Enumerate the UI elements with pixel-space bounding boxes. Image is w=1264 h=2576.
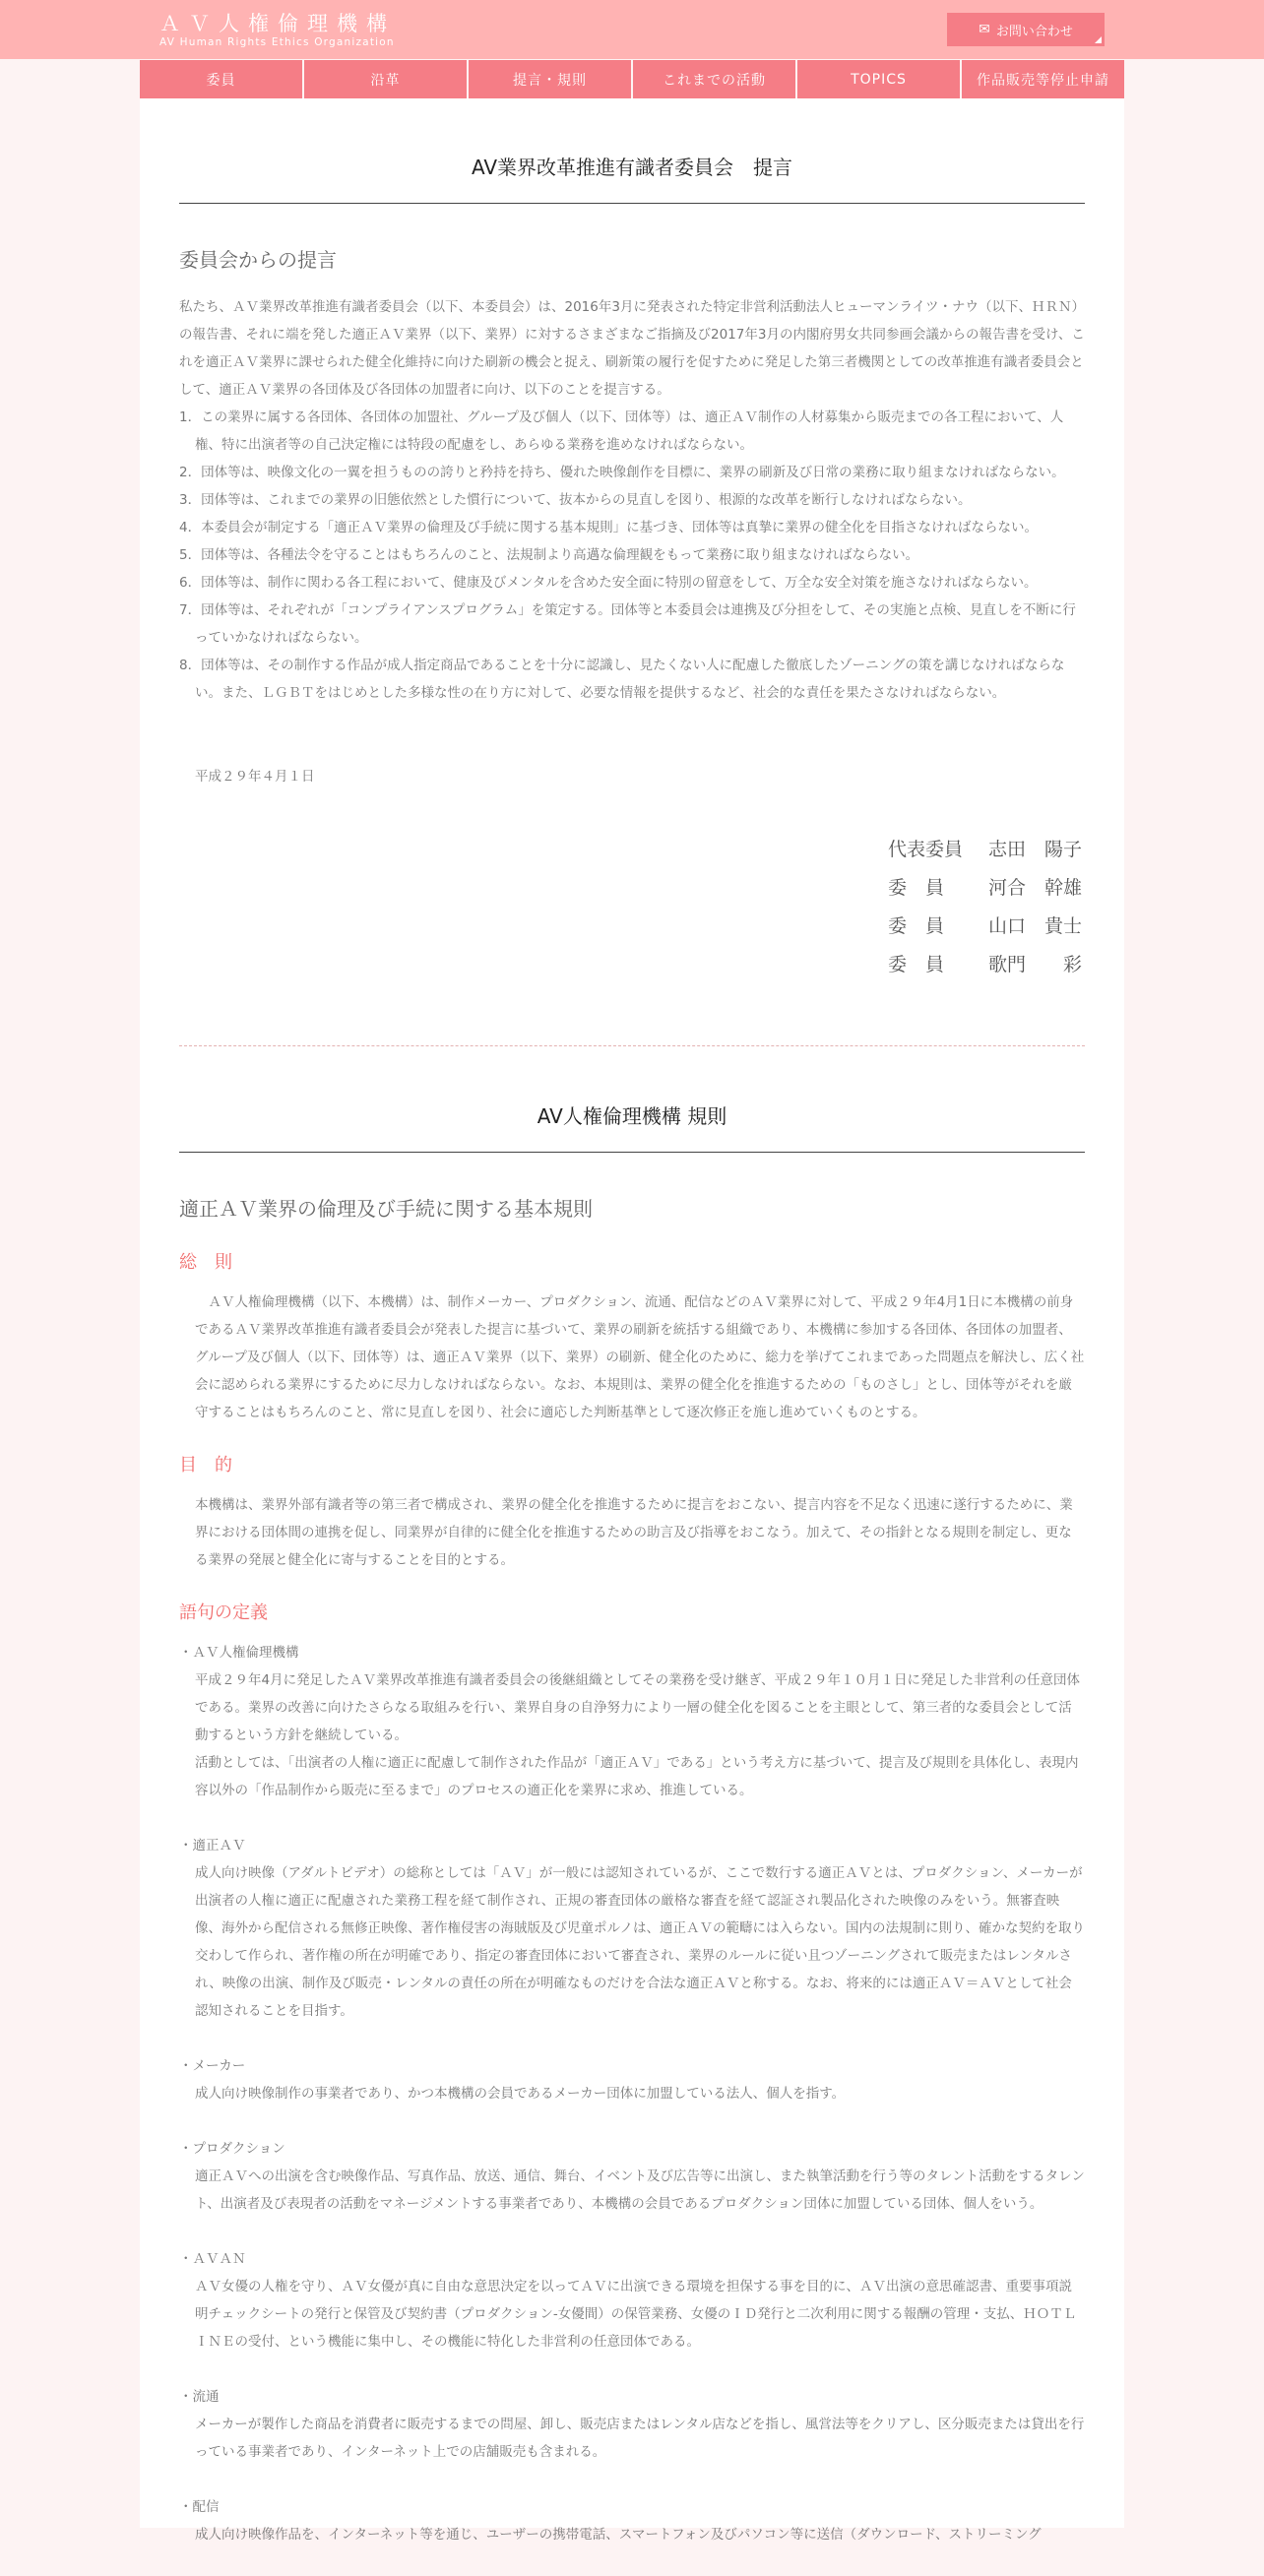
definition-item	[179, 1832, 1085, 2025]
definition-body: メーカーが製作した商品を消費者に販売するまでの問屋、卸し、販売店またはレンタル店などを指し、風営法等をクリアし、区分販売または貸出を行っている事業者であり、インターネット上での店舗販売も含まれる。	[195, 2417, 1085, 2460]
definition-body: 適正ＡＶへの出演を含む映像作品、写真作品、放送、通信、舞台、イベント及び広告等に出演し、また執筆活動を行う等のタレント活動をするタレント、出演者及び表現者の活動をマネージメントする事業者であり、本機構の会員であるプロダクション団体に加盟している団体、個人をいう。	[195, 2168, 1085, 2212]
definition-term: ・プロダクション	[179, 2141, 285, 2157]
main-content	[140, 98, 1124, 2543]
proposal-item: 6．団体等は、制作に関わる各工程において、健康及びメンタルを含めた安全面に特別の留意をして、万全な安全対策を施さなければならない。	[179, 575, 1038, 591]
nav-item-proposals-rules[interactable]: 提言・規則	[469, 60, 633, 98]
site-logo[interactable]	[159, 12, 396, 49]
definition-term: ・メーカー	[179, 2058, 246, 2074]
purpose-text: 本機構は、業界外部有識者等の第三者で構成され、業界の健全化を推進するために提言をおこない、提言内容を不足なく迅速に遂行するために、業界における団体間の連携を促し、同業界が自律的に健全化を推進するための助言及び指導をおこなう。加えて、その指針となる規則を制定し、更なる業界の発展と健全化に寄与することを目的とする。	[195, 1497, 1073, 1568]
definition-term: ・ＡＶＡＮ	[179, 2251, 246, 2267]
proposal-date: 平成２９年４月１日	[195, 769, 315, 785]
nav-item-members[interactable]: 委員	[140, 60, 304, 98]
signature-role: 委 員	[888, 954, 945, 975]
site-header	[0, 0, 1264, 59]
nav-item-stop-sales-request[interactable]: 作品販売等停止申請	[962, 60, 1124, 98]
signature-name: 歌門 彩	[988, 954, 1083, 975]
signature-row	[888, 906, 1085, 944]
contact-button[interactable]	[947, 13, 1105, 46]
proposal-item: 1．この業界に属する各団体、各団体の加盟社、グループ及び個人（以下、団体等）は、適正ＡＶ制作の人材募集から販売までの各工程において、人権、特に出演者等の自己決定権には特段の配慮をし、あらゆる業務を進めなければならない。	[179, 409, 1064, 453]
section-divider	[179, 1045, 1085, 1046]
definition-term: ・流通	[179, 2389, 220, 2405]
signature-role: 委 員	[888, 877, 945, 899]
rules-title: AV人権倫理機構 規則	[537, 1104, 727, 1128]
definition-body: 成人向け映像制作の事業者であり、かつ本機構の会員であるメーカー団体に加盟している法人、個人を指す。	[195, 2086, 846, 2102]
main-nav	[140, 60, 1124, 98]
definition-body: 成人向け映像作品を、インターネット等を通じ、ユーザーの携帯電話、スマートフォン及びパソコン等に送信（ダウンロード、ストリーミング	[195, 2527, 1042, 2543]
title-divider	[179, 203, 1085, 204]
proposal-item: 8．団体等は、その制作する作品が成人指定商品であることを十分に認識し、見たくない人に配慮した徹底したゾーニングの策を講じなければならない。また、ＬＧＢＴをはじめとした多様な性の在り方に対して、必要な情報を提供するなど、社会的な責任を果たさなければならない。	[179, 658, 1065, 701]
rules-heading: 適正ＡＶ業界の倫理及び手続に関する基本規則	[179, 1197, 593, 1221]
proposal-item: 4．本委員会が制定する「適正ＡＶ業界の倫理及び手続に関する基本規則」に基づき、団体等は真摯に業界の健全化を目指さなければならない。	[179, 520, 1039, 535]
logo-subtitle: AV Human Rights Ethics Organization	[159, 36, 395, 48]
definition-body: 成人向け映像（アダルトビデオ）の総称としては「ＡＶ」が一般には認知されているが、ここで数行する適正ＡＶとは、プロダクション、メーカーが出演者の人権に適正に配慮された業務工程を経て制作され、正規の審査団体の厳格な審査を経て認証され製品化された映像のみをいう。無審査映像、海外から配信される無修正映像、著作権侵害の海賊版及び児童ポルノは、適正ＡＶの範疇には入らない。国内の法規制に則り、確かな契約を取り交わして作られ、著作権の所在が明確であり、指定の審査団体において審査され、業界のルールに従い且つゾーニングされて販売またはレンタルされ、映像の出演、制作及び販売・レンタルの責任の所在が明確なものだけを合法な適正ＡＶと称する。なお、将来的には適正ＡＶ＝ＡＶとして社会認知されることを目指す。	[195, 1865, 1085, 2019]
definition-item	[179, 2493, 1085, 2548]
nav-item-history[interactable]: 沿革	[304, 60, 469, 98]
nav-item-activities[interactable]: これまでの活動	[633, 60, 797, 98]
definition-body: 平成２９年4月に発足したＡＶ業界改革推進有識者委員会の後継組織としてその業務を受け継ぎ、平成２９年１０月１日に発足した非営利の任意団体である。業界の改善に向けたさらなる取組みを行い、業界自身の自浄努力により一層の健全化を図ることを主眼として、第三者的な委員会として活動するという方針を継続している。	[195, 1672, 1081, 1743]
definition-item	[179, 2245, 1085, 2356]
signature-name: 河合 幹雄	[988, 877, 1083, 899]
definition-item	[179, 2383, 1085, 2466]
definition-term: ・ＡＶ人権倫理機構	[179, 1645, 299, 1661]
definitions-heading: 語句の定義	[179, 1602, 268, 1623]
signature-row	[888, 944, 1085, 982]
signature-name: 山口 貴士	[988, 915, 1083, 937]
definition-item	[179, 2052, 1085, 2107]
definition-item	[179, 1639, 1085, 1804]
logo-title: ＡＶ人権倫理機構	[159, 12, 396, 35]
signature-row	[888, 867, 1085, 906]
signature-row	[888, 829, 1085, 867]
contact-label: お問い合わせ	[995, 24, 1073, 39]
definition-body: ＡＶ女優の人権を守り、ＡＶ女優が真に自由な意思決定を以ってＡＶに出演できる環境を担保する事を目的に、ＡＶ出演の意思確認書、重要事項説明チェックシートの発行と保管及び契約書（プロダクション-女優間）の保管業務、女優のＩＤ発行と二次利用に関する報酬の管理・支払、ＨＯＴＬＩＮＥの受付、という機能に集中し、その機能に特化した非営利の任意団体である。	[195, 2279, 1077, 2350]
signature-block	[888, 829, 1085, 982]
title-divider	[179, 1152, 1085, 1153]
signature-role: 委 員	[888, 915, 945, 937]
signature-name: 志田 陽子	[988, 839, 1083, 860]
definition-term: ・適正ＡＶ	[179, 1838, 246, 1853]
signature-role: 代表委員	[888, 839, 964, 860]
general-heading: 総 則	[179, 1252, 232, 1273]
nav-item-topics[interactable]: TOPICS	[797, 60, 962, 98]
proposal-heading: 委員会からの提言	[179, 248, 337, 272]
proposal-item: 2．団体等は、映像文化の一翼を担うものの誇りと矜持を持ち、優れた映像創作を目標に、業界の刷新及び日常の業務に取り組まなければならない。	[179, 465, 1065, 480]
definitions-list	[179, 1639, 1085, 2576]
proposal-title: AV業界改革推進有識者委員会 提言	[471, 156, 793, 179]
general-text: ＡＶ人権倫理機構（以下、本機構）は、制作メーカー、プロダクション、流通、配信などのＡＶ業界に対して、平成２９年4月1日に本機構の前身であるＡＶ業界改革推進有識者委員会が発表した提言に基づいて、業界の刷新を統括する組織であり、本機構に参加する各団体、各団体の加盟者、グループ及び個人（以下、団体等）は、適正ＡＶ業界（以下、業界）の刷新、健全化のために、総力を挙げてこれまであった問題点を解決し、広く社会に認められる業界にするために尽力しなければならない。なお、本規則は、業界の健全化を推進するための「ものさし」とし、団体等がそれを厳守することはもちろんのこと、常に見直しを図り、社会に適応した判断基準として逐次修正を施し進めていくものとする。	[195, 1294, 1085, 1420]
proposal-item: 5．団体等は、各種法令を守ることはもちろんのこと、法規制より高邁な倫理観をもって業務に取り組まなければならない。	[179, 547, 919, 563]
purpose-heading: 目 的	[179, 1455, 232, 1476]
proposal-item: 7．団体等は、それぞれが「コンプライアンスプログラム」を策定する。団体等と本委員会は連携及び分担をして、その実施と点検、見直しを不断に行っていかなければならない。	[179, 602, 1076, 646]
proposal-item: 3．団体等は、これまでの業界の旧態依然とした慣行について、抜本からの見直しを図り、根源的な改革を断行しなければならない。	[179, 492, 972, 508]
definition-term: ・配信	[179, 2499, 220, 2515]
mail-icon: ✉	[979, 22, 990, 37]
corner-arrow-icon	[1095, 36, 1102, 43]
definition-body-extra: 活動としては、「出演者の人権に適正に配慮して制作された作品が「適正ＡＶ」である」という考え方に基づいて、提言及び規則を具体化し、表現内容以外の「作品制作から販売に至るまで」のプロセスの適正化を業界に求め、推進している。	[195, 1755, 1079, 1798]
proposal-list	[179, 404, 1085, 707]
proposal-intro: 私たち、ＡＶ業界改革推進有識者委員会（以下、本委員会）は、2016年3月に発表された特定非営利活動法人ヒューマンライツ・ナウ（以下、ＨＲＮ）の報告書、それに端を発した適正ＡＶ業界（以下、業界）に対するさまざまなご指摘及び2017年3月の内閣府男女共同参画会議からの報告書を受け、これを適正ＡＶ業界に課せられた健全化維持に向けた刷新の機会と捉え、刷新策の履行を促すために発足した第三者機関としての改革推進有識者委員会として、適正ＡＶ業界の各団体及び各団体の加盟者に向け、以下のことを提言する。	[179, 299, 1085, 398]
definition-item	[179, 2135, 1085, 2218]
